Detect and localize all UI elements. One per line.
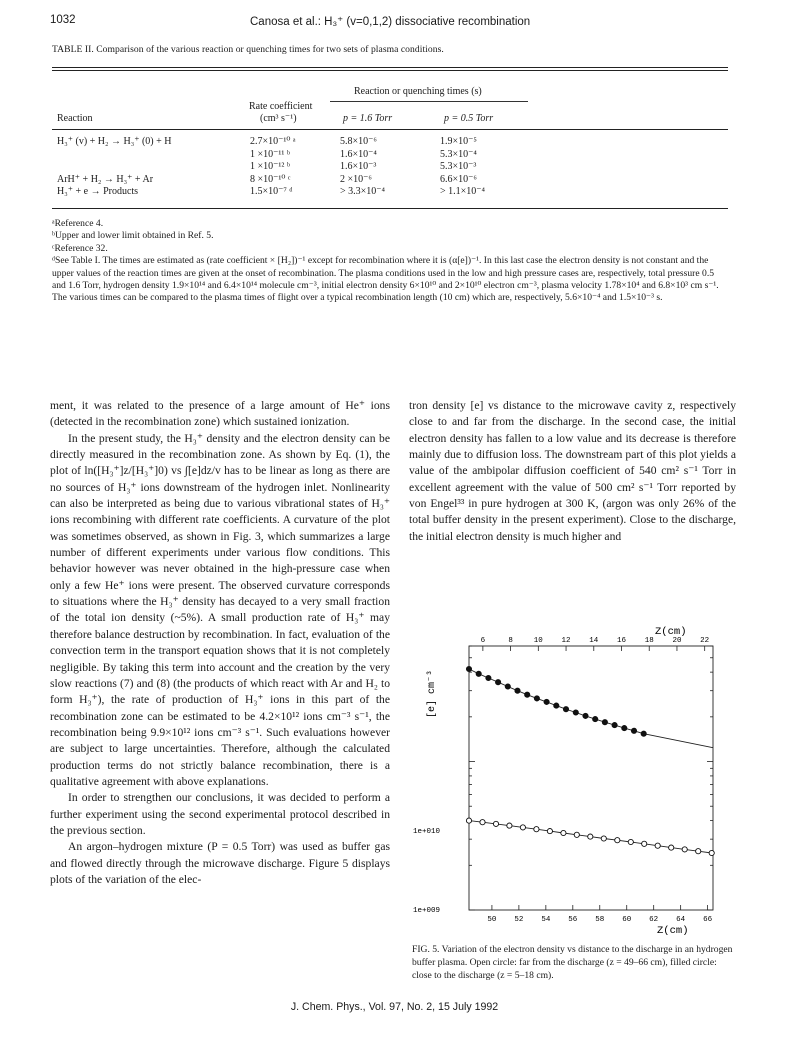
data-point-filled [486, 675, 491, 680]
bottom-axis-label: Z(cm) [657, 925, 689, 936]
data-point-filled [612, 723, 617, 728]
table-cell: 2.7×10⁻¹⁰ ᵃ [250, 136, 296, 147]
table-footnotes [52, 218, 728, 305]
data-point-filled [583, 713, 588, 718]
data-point-filled [554, 703, 559, 708]
table-cell: > 3.3×10⁻⁴ [340, 186, 386, 198]
bottom-tick-label: 50 [487, 916, 497, 924]
data-point-open [466, 818, 471, 823]
page-number: 1032 [50, 14, 76, 26]
right-column [409, 398, 736, 545]
footnote: ᶜReference 32. [52, 242, 108, 254]
p1-column [340, 136, 385, 199]
table-cell: 6.6×10⁻⁶ [440, 173, 477, 185]
table-cell [57, 161, 172, 174]
data-point-filled [515, 688, 520, 693]
data-point-open [696, 849, 701, 854]
data-point-open [534, 827, 539, 832]
reaction-column [57, 136, 172, 199]
bottom-tick-label: 52 [514, 916, 524, 924]
bottom-tick-label: 66 [703, 916, 713, 924]
data-point-filled [534, 696, 539, 701]
top-tick-label: 14 [589, 637, 599, 645]
group-header-rule [330, 101, 528, 102]
top-tick-label: 16 [616, 637, 627, 645]
paragraph: ment, it was related to the presence of a large amount of He⁺ ions (detected in the recombination zone) which sustained ionization. [50, 399, 390, 429]
rate-header-line1: Rate coefficient [249, 101, 313, 112]
table-cell: 8 ×10⁻¹⁰ ᶜ [250, 173, 291, 185]
data-point-open [507, 823, 512, 828]
data-point-open [628, 839, 633, 844]
data-point-open [520, 825, 525, 830]
running-title: Canosa et al.: H₃⁺ (v=0,1,2) dissociative recombination [250, 16, 531, 28]
table-header-rule [52, 129, 728, 130]
top-axis-label: Z(cm) [655, 626, 687, 638]
y-tick-label: 1e+010 [413, 828, 441, 836]
table-cell: 5.3×10⁻³ [440, 161, 477, 173]
fit-line-near [469, 669, 713, 748]
table-top-rule [52, 67, 728, 68]
table-top-rule-2 [52, 70, 728, 71]
y-tick-label: 1e+009 [413, 907, 441, 915]
table-cell: 2 ×10⁻⁶ [340, 173, 372, 185]
data-point-open [480, 820, 485, 825]
paragraph: An argon–hydrogen mixture (P = 0.5 Torr) was used as buffer gas and flowed directly through the microwave discharge. Figure 5 displays plots of the variation of the elec- [50, 840, 390, 886]
table-cell: ArH⁺ + H₂ → H₃⁺ + Ar [57, 173, 154, 185]
rate-header-line2: (cm³ s⁻¹) [260, 113, 297, 124]
journal-footer: J. Chem. Phys., Vol. 97, No. 2, 15 July 1992 [290, 1001, 499, 1013]
data-point-open [574, 832, 579, 837]
data-point-open [588, 834, 593, 839]
top-tick-label: 12 [561, 637, 571, 645]
table-cell: H₃⁺ + e → Products [57, 186, 139, 198]
footnote: ᵃReference 4. [52, 218, 104, 229]
table-cell: 1.9×10⁻⁵ [440, 136, 477, 147]
data-point-filled [641, 731, 646, 736]
table-cell: 5.8×10⁻⁶ [340, 136, 377, 147]
table-cell: 1 ×10⁻¹¹ ᵇ [250, 148, 291, 160]
paragraph: In the present study, the H₃⁺ density and the electron density can be directly measured in the recombination zone. As shown by Eq. (1), the plot of ln([H₃⁺]z/[H₃⁺]0) vs ∫[e]dz/v has to be linear as long as there are no sources of H₃⁺ ions downstream of the hydrogen inlet. Nonlinearity can also be interpreted as being due to various vibrational states of H₃⁺ ions recombining with different rate coefficients. A curvature of the plot was sometimes observed, as shown in Fig. 3, which summarizes a large number of different experiments under various flow conditions. This behavior however was never obtained in the high-pressure case when only a few He⁺ ions were present. The observed curvature corresponds to situations where the H₃⁺ density has decayed to a very small fraction of the total ion density (~5%). A small production rate of H₃⁺ may therefore balance destruction by recombination. In fact, evaluation of the convection term in the transport equation shows that it is not completely negligible. By taking this term into account and the creation by the very slow reactions (7) and (8) (the products of which react with Ar and H₂ to form H₃⁺), the rate of production of H₃⁺ ions in this part of the recombination zone can be estimated to be 4.2×10¹² ions cm⁻³ s⁻¹, the recombination being 9.9×10¹² ions cm⁻³ s⁻¹. Such evaluations however are subject to large uncertainties. Therefore, although the calculated production terms do not strictly balance recombination, there is a qualitative agreement with above explanations. [50, 431, 390, 788]
p2-header: p = 0.5 Torr [444, 113, 494, 124]
y-axis-label: [e] cm⁻³ [427, 669, 438, 718]
bottom-tick-label: 62 [649, 916, 659, 924]
table-cell: 1.6×10⁻³ [340, 161, 377, 173]
data-point-open [615, 838, 620, 843]
top-tick-label: 8 [508, 637, 513, 645]
p2-column [440, 136, 485, 199]
bottom-tick-label: 60 [622, 916, 632, 924]
rate-column [250, 136, 296, 199]
data-point-open [642, 841, 647, 846]
data-point-filled [631, 728, 636, 733]
data-point-open [669, 845, 674, 850]
data-point-filled [525, 692, 530, 697]
table-cell: 1.6×10⁻⁴ [340, 148, 377, 160]
data-point-filled [466, 666, 471, 671]
table-cell: H₃⁺ (v) + H₂ → H₃⁺ (0) + H [57, 136, 172, 147]
data-point-filled [593, 717, 598, 722]
data-point-open [601, 836, 606, 841]
data-point-open [493, 821, 498, 826]
table-cell: 1.5×10⁻⁷ ᵈ [250, 186, 293, 198]
data-point-open [561, 830, 566, 835]
data-point-open [682, 847, 687, 852]
data-point-filled [622, 726, 627, 731]
data-point-open [547, 829, 552, 834]
top-tick-label: 22 [700, 637, 710, 645]
bottom-tick-label: 54 [541, 916, 551, 924]
table-cell [57, 149, 172, 162]
figure-caption: FIG. 5. Variation of the electron density vs distance to the discharge in an hydrogen buffer plasma. Open circle: far from the discharge (z = 49–66 cm), filled circle: close to the discharge (z = 5–18 cm). [412, 944, 733, 981]
data-point-filled [563, 707, 568, 712]
bottom-tick-label: 56 [568, 916, 578, 924]
top-tick-label: 18 [644, 637, 654, 645]
data-point-filled [573, 710, 578, 715]
bottom-tick-label: 58 [595, 916, 605, 924]
table-cell: > 1.1×10⁻⁴ [440, 186, 486, 198]
figure-5-plot [405, 620, 735, 936]
table-bottom-rule [52, 208, 728, 209]
footnote: ᵈSee Table I. The times are estimated as (rate coefficient × [H₂])⁻¹ except for recombination where it is (α[e])⁻¹. In this last case the electron density is not constant and the upper values of the reaction times are given at the onset of recombination. The plasma conditions used in the low and high pressure cases are, respectively, total pressure 0.5 and 1.6 Torr, hydrogen density 1.9×10¹⁴ and 6.4×10¹⁴ molecule cm⁻³, initial electron density 6×10¹⁰ and 2×10¹⁰ electron cm⁻³, plasma velocity 1.78×10⁴ and 6.8×10³ cm s⁻¹. The various times can be compared to the plasma times of flight over a typical recombination length (10 cm) which are, respectively, 5.6×10⁻⁴ and 1.5×10⁻³ s. [52, 255, 719, 304]
data-point-filled [476, 671, 481, 676]
paragraph: tron density [e] vs distance to the microwave cavity z, respectively close to and far from the discharge. In the second case, the initial electron density has fallen to a low value and its decrease is therefore mainly due to diffusion loss. The downstream part of this plot yields a value of the ambipolar diffusion coefficient of 540 cm² s⁻¹ Torr in excellent agreement with the value of 500 cm² s⁻¹ Torr reported by von Engel³³ in pure hydrogen at 300 K, (argon was only 26% of the total buffer density in the present experiment). Close to the discharge, the initial electron density is much higher and [409, 399, 736, 543]
data-point-open [655, 843, 660, 848]
top-tick-label: 6 [480, 637, 486, 645]
p1-header: p = 1.6 Torr [343, 113, 393, 124]
table-caption: TABLE II. Comparison of the various reaction or quenching times for two sets of plasma conditions. [52, 44, 444, 55]
table-cell: 1 ×10⁻¹² ᵇ [250, 161, 291, 173]
data-point-filled [496, 680, 501, 685]
top-tick-label: 10 [533, 637, 543, 645]
data-point-filled [505, 684, 510, 689]
table-group-header-text: Reaction or quenching times (s) [354, 86, 482, 97]
reaction-header: Reaction [57, 113, 93, 124]
left-column [50, 398, 390, 888]
data-point-filled [544, 699, 549, 704]
data-point-filled [602, 720, 607, 725]
top-tick-label: 20 [672, 637, 682, 645]
table-cell: 5.3×10⁻⁴ [440, 148, 477, 160]
footnote: ᵇUpper and lower limit obtained in Ref. 5. [52, 230, 214, 242]
paragraph: In order to strengthen our conclusions, it was decided to perform a further experiment using the second experimental protocol described in the previous section. [50, 791, 390, 837]
bottom-tick-label: 64 [676, 916, 686, 924]
data-point-open [709, 850, 714, 855]
